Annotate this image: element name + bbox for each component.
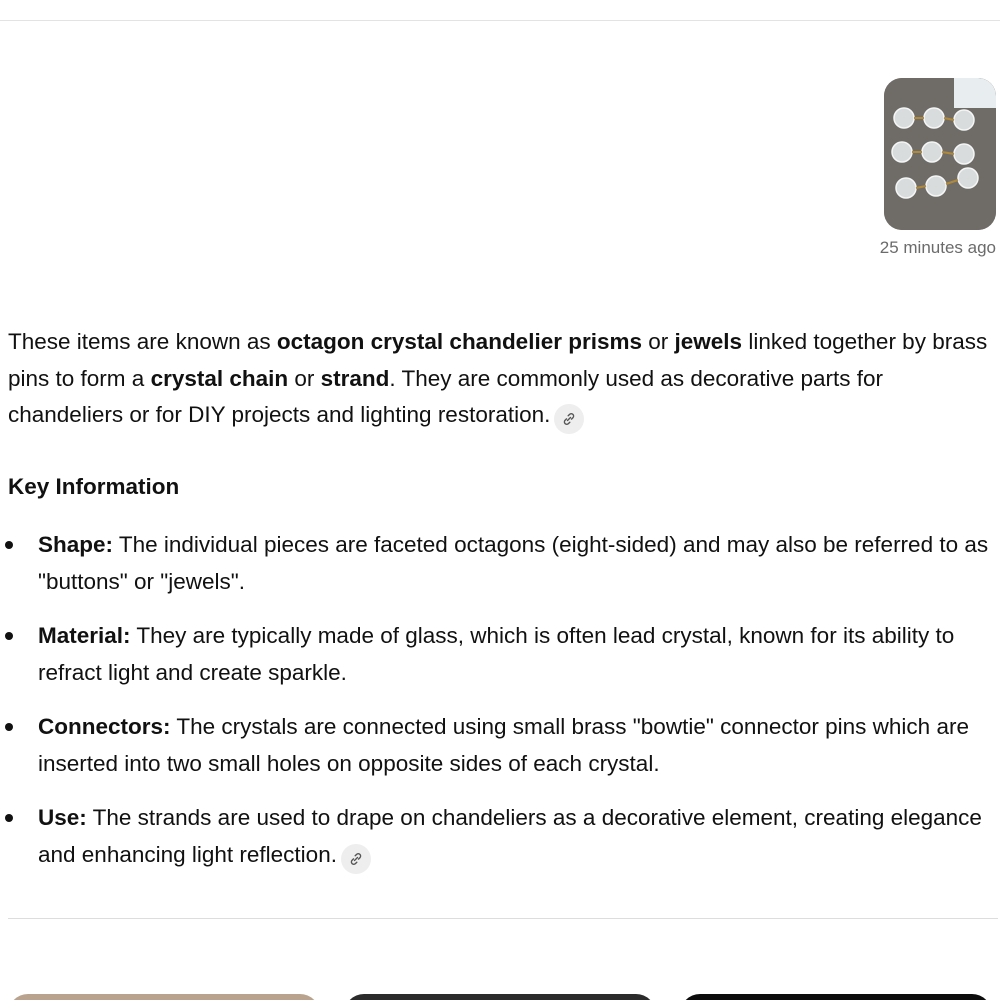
top-divider bbox=[0, 20, 1000, 21]
key-info-text: The strands are used to drape on chandeliers as a decorative element, creating elegance and enhancing light reflection. bbox=[38, 805, 982, 867]
link-icon bbox=[561, 411, 577, 427]
message-timestamp: 25 minutes ago bbox=[879, 238, 996, 257]
suggestion-card[interactable] bbox=[680, 994, 992, 1000]
intro-bold-term: octagon crystal chandelier prisms bbox=[276, 329, 643, 354]
source-link-chip[interactable] bbox=[341, 844, 371, 874]
bullet-dot bbox=[5, 632, 13, 640]
key-info-label: Connectors: bbox=[38, 714, 171, 739]
bottom-divider bbox=[8, 918, 998, 919]
intro-text: linked together by brass pins to form a bbox=[8, 329, 988, 391]
bullet-dot bbox=[5, 541, 13, 549]
section-heading: Key Information bbox=[8, 474, 180, 499]
intro-text: . They are commonly used as decorative parts for chandeliers or for DIY projects and lighting restoration. bbox=[8, 365, 883, 427]
key-info-list bbox=[0, 527, 990, 892]
answer-intro bbox=[8, 324, 988, 434]
key-info-item bbox=[0, 618, 990, 691]
key-info-item bbox=[0, 800, 990, 874]
link-icon bbox=[348, 851, 364, 867]
key-info-text: The individual pieces are faceted octagons (eight-sided) and may also be referred to as "buttons" or "jewels". bbox=[38, 532, 989, 594]
uploaded-image-thumbnail[interactable] bbox=[884, 78, 996, 230]
key-info-label: Use: bbox=[38, 805, 87, 830]
suggestion-card[interactable] bbox=[344, 994, 656, 1000]
intro-bold-term: crystal chain bbox=[150, 365, 289, 391]
key-info-label: Shape: bbox=[38, 532, 114, 557]
suggestion-card[interactable] bbox=[8, 994, 320, 1000]
bullet-dot bbox=[5, 723, 13, 731]
key-info-item bbox=[0, 527, 990, 600]
intro-text: or bbox=[642, 329, 675, 354]
source-link-chip[interactable] bbox=[554, 404, 584, 434]
intro-text: These items are known as bbox=[8, 329, 277, 354]
key-info-label: Material: bbox=[38, 623, 131, 648]
crystal-chain-photo bbox=[884, 78, 996, 230]
key-info-item bbox=[0, 709, 990, 782]
intro-bold-term: strand bbox=[320, 365, 390, 391]
intro-bold-term: jewels bbox=[674, 329, 743, 354]
key-info-text: They are typically made of glass, which is often lead crystal, known for its ability to refract light and create sparkle. bbox=[38, 623, 955, 685]
key-info-text: The crystals are connected using small brass "bowtie" connector pins which are inserted into two small holes on opposite sides of each crystal. bbox=[38, 714, 969, 776]
bullet-dot bbox=[5, 814, 13, 822]
intro-paragraph bbox=[8, 324, 988, 434]
intro-text: or bbox=[288, 365, 321, 391]
